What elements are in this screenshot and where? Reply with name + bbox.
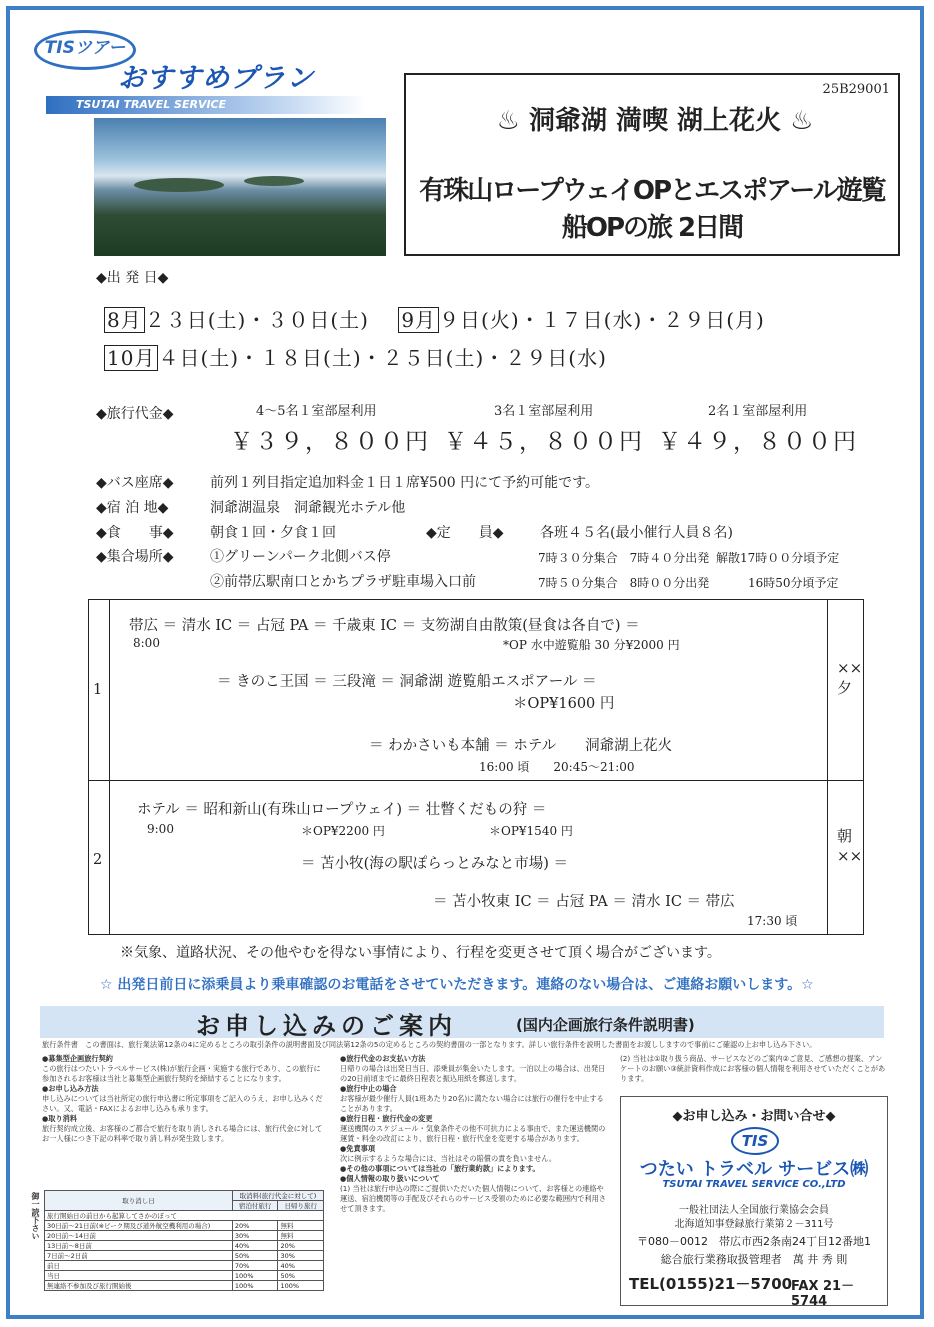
meal-info: 朝食１回・夕食１回 [210,525,336,541]
weather-note: ※気象、道路状況、その他やむを得ない事情により、行程を変更させて頂く場合がございます。 [120,945,721,961]
conditions-intro: 旅行条件書 この書面は、旅行業法第12条の4に定めるところの取引条件の説明書面及び同法第12条の5の定めるところの契約書面の一部となります。詳しい旅行条件を説明した書面をお渡ししますので事前にご確認の上お申し込み下さい。 [42,1040,817,1049]
month-box: 8月 [104,307,145,333]
stay-label: ◆宿 泊 地◆ [96,500,169,516]
departure-row-2: 10月 ４日(土)・１８日(土)・２５日(土)・２９日(水) [104,342,607,371]
meeting-point-2: ②前帯広駅南口とかちプラザ駐車場入口前 [210,574,476,590]
option-price: ＊OP¥2200 円 [301,824,385,838]
table-row: 30日前～21日前(※ピーク期及び道外航空機利用の場合) 20% 無料 [45,1221,324,1231]
brand-bar: TSUTAI TRAVEL SERVICE [46,96,366,114]
route-line: 帯広 ＝ 清水 IC ＝ 占冠 PA ＝ 千歳東 IC ＝ 支笏湖自由散策(昼食は各自で) ＝ [129,618,640,634]
tis-logo-icon: TIS [731,1127,779,1155]
company-name: つたい トラベル サービス㈱ [639,1159,869,1180]
bus-info: 前列１列目指定追加料金１日１席¥500 円にて予約可能です。 [210,475,599,491]
contact-box [620,1096,888,1309]
tour-title-line1: ♨ 洞爺湖 満喫 湖上花火 ♨ [496,106,814,136]
price-value: ￥４５，８００円 [444,429,644,455]
route-line: ホテル ＝ 昭和新山(有珠山ロープウェイ) ＝ 壮瞥くだもの狩 ＝ [137,802,547,818]
company-name-en: TSUTAI TRAVEL SERVICE CO.,LTD [662,1179,846,1190]
stay-info: 洞爺湖温泉 洞爺観光ホテル他 [210,500,406,516]
day-number: 2 [93,852,103,868]
manager: 総合旅行業務取扱管理者 萬 井 秀 則 [660,1253,848,1266]
meal-label: ◆食 事◆ [96,525,174,541]
meals-day1: ××夕 [837,659,863,697]
time-label: 9:00 [147,822,174,836]
meeting-time-1: 7時３０分集合 7時４０分出発 [538,551,710,565]
capacity-info: 各班４５名(最小催行人員８名) [540,525,733,541]
island-shape [244,176,304,186]
month-box: 9月 [398,307,439,333]
route-line: ＝ 苫小牧(海の駅ぽらっとみなと市場) ＝ [301,856,569,872]
application-subtitle: (国内企画旅行条件説明書) [516,1016,695,1034]
return-time-2: 16時50分頃予定 [748,576,839,590]
price-value: ￥３９，８００円 [230,429,430,455]
time-label: 17:30 頃 [747,914,798,928]
departure-row-1: 8月 ２３日(土)・３０日(土) 9月 ９日(火)・１７日(水)・２９日(月) [104,304,765,333]
meeting-label: ◆集合場所◆ [96,549,174,565]
capacity-label: ◆定 員◆ [426,525,504,541]
day-number: 1 [93,682,103,698]
price-header: 2名１室部屋利用 [708,404,808,419]
itinerary-table [88,599,864,935]
contact-heading: ◆お申し込み・お問い合せ◆ [672,1109,836,1124]
price-value: ￥４９，８００円 [658,429,858,455]
application-title: お申し込みのご案内 [196,1012,457,1040]
call-note: ☆ 出発日前日に添乗員より乗車確認のお電話をさせていただきます。連絡のない場合は、ご連絡お願いします。☆ [100,977,814,993]
route-line: ＝ きのこ王国 ＝ 三段滝 ＝ 洞爺湖 遊覧船エスポアール ＝ [217,674,597,690]
route-line: ＝ わかさいも本舗 ＝ ホテル 洞爺湖上花火 [369,738,673,754]
table-row: 無連絡不参加及び旅行開始後 100% 100% [45,1281,324,1291]
option-price: ＊OP¥1540 円 [489,824,573,838]
cancel-side-label: 御一読下さい [31,1192,40,1240]
option-price: *OP 水中遊覧船 30 分¥2000 円 [503,638,680,652]
table-row: 前日 70% 40% [45,1261,324,1271]
conditions-col3: (2) 当社は①取り扱う商品、サービスなどのご案内②ご意見、ご感想の提案、アンケートのお願い③統計資料作成にお客様の個人情報を利用させていただくことがあります。 [620,1054,886,1083]
price-label: ◆旅行代金◆ [96,406,174,422]
tis-tour-badge: TISツアー [34,30,136,70]
table-row: 7日前～2日前 50% 30% [45,1251,324,1261]
price-header: 4～5名１室部屋利用 [256,404,377,419]
table-row: 13日前～8日前 40% 20% [45,1241,324,1251]
time-label: 8:00 [133,636,160,650]
hot-spring-icon: ♨ [496,106,520,136]
month-box: 10月 [104,345,158,371]
address: 〒080－0012 帯広市西2条南24丁目12番地1 [637,1235,871,1248]
plan-title: おすすめプラン [118,63,315,94]
tour-title-line2: 有珠山ロープウェイOPとエスポアール遊覧船OPの旅 2日間 [419,176,885,243]
return-time-1: 解散17時００分頃予定 [716,551,840,565]
table-row: 当日 100% 50% [45,1271,324,1281]
association: 一般社団法人全国旅行業協会会員 [679,1205,829,1216]
meeting-time-2: 7時５０分集合 8時００分出発 [538,576,710,590]
registration: 北海道知事登録旅行業第２－311号 [674,1219,834,1230]
option-price: ＊OP¥1600 円 [513,696,615,712]
meeting-point-1: ①グリーンパーク北側バス停 [210,549,391,565]
application-banner [40,1006,884,1038]
fax-number: FAX 21－5744 [791,1279,855,1309]
bus-label: ◆バス座席◆ [96,475,174,491]
cancellation-table: 取り消し日 取消料(旅行代金に対して) 宿泊付旅行 日帰り旅行 旅行開始日の前日から起算してさかのぼって 30日前～21日前(※ピーク期及び道外航空機利用の場合) 20% 無料 20日前～14日前 30% 無料 13日前～8日前 40% 20% 7日前～2日前 50% 30% 前日 70% 40% 当日 100% 50% 無連絡不参加及び旅行開始後 100% 100% [44,1190,324,1291]
departure-label: ◆出 発 日◆ [96,270,169,286]
table-row: 20日前～14日前 30% 無料 [45,1231,324,1241]
hot-spring-icon: ♨ [790,106,814,136]
phone-number: TEL(0155)21－5700 [629,1275,793,1293]
time-label: 16:00 頃 20:45～21:00 [479,760,635,774]
conditions-col2: ●旅行代金のお支払い方法 日帰りの場合は出発日当日、添乗員が集金いたします。一泊以上の場合は、出発日の20日前頃までに最終日程表と振込用紙を郵送します。 ●旅行中止の場合 お客様が最少催行人員(1班あたり20名)に満たない場合には旅行の催行を中止することがあります。 ●旅行日程・旅行代金の変更 運送機関のスケジュール・気象条件その他不可抗力による事由で、また運送機関の運賃・料金の改訂により、旅行日程・旅行代金を変更する場合があります。 ●免責事項 次に例示するような場合には、当社はその賠償の責を負いません。 ●その他の事項については当社の「旅行業約款」によります。 ●個人情報の取り扱いについて (1) 当社は旅行申込の際にご提供いただいた個人情報について、お客様との連絡や運送、宿泊機関等の手配及びそれらのサービス受領のために必要な範囲内で利用させて頂きます。 [340,1054,606,1213]
lake-toya-photo [94,118,386,256]
route-line: ＝ 苫小牧東 IC ＝ 占冠 PA ＝ 清水 IC ＝ 帯広 [433,894,735,910]
meals-day2: 朝×× [837,827,863,865]
tour-code: 25B29001 [822,82,890,97]
island-shape [134,178,224,192]
conditions-col1: ●募集型企画旅行契約 この旅行はつたいトラベルサービス(株)が旅行企画・実施する旅行であり、この旅行に参加されるお客様は当社と募集型企画旅行契約を締結することになります。 ●お申し込み方法 申し込みについては当社所定の旅行申込書に所定事項をご記入のうえ、お申し込みください。又、電話・FAXによるお申し込みも承ります。 ●取り消料 旅行契約成立後、お客様のご都合で旅行を取り消しされる場合には、旅行代金に対してお一人様につき下記の料率で取り消し料が発生致します。 [42,1054,323,1143]
price-header: 3名１室部屋利用 [494,404,594,419]
